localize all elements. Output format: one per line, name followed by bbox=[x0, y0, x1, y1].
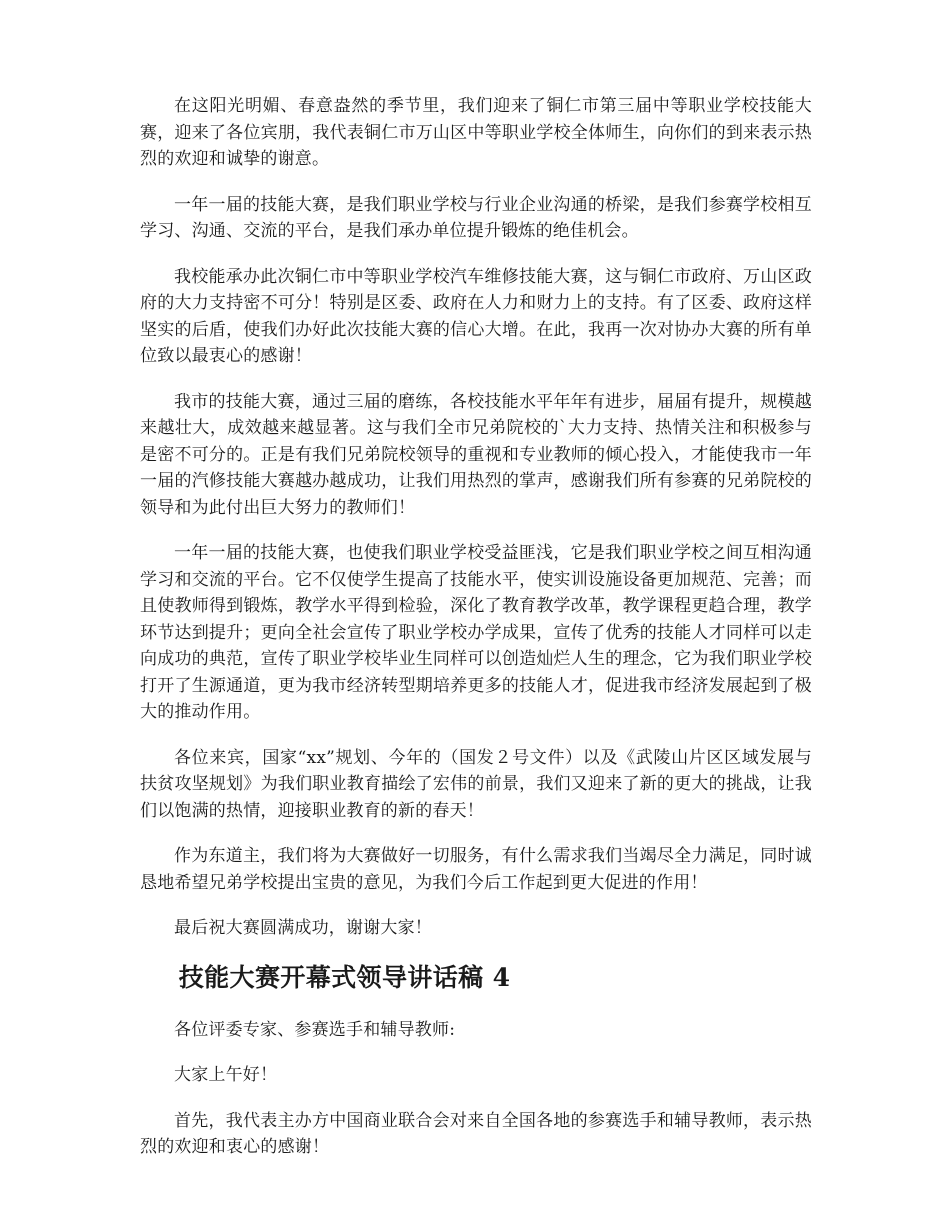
paragraph: 一年一届的技能大赛，也使我们职业学校受益匪浅，它是我们职业学校之间互相沟通学习和交流的平台。它不仅使学生提高了技能水平，使实训设施设备更加规范、完善；而且使教师得到锻炼，教学水平得到检验，深化了教育教学改革，教学课程更趋合理，教学环节达到提升；更向全社会宣传了职业学校办学成果，宣传了优秀的技能人才同样可以走向成功的典范，宣传了职业学校毕业生同样可以创造灿烂人生的理念，它为我们职业学校打开了生源通道，更为我市经济转型期培养更多的技能人才，促进我市经济发展起到了极大的推动作用。 bbox=[140, 543, 812, 722]
paragraph: 我校能承办此次铜仁市中等职业学校汽车维修技能大赛，这与铜仁市政府、万山区政府的大力支持密不可分！特别是区委、政府在人力和财力上的支持。有了区委、政府这样坚实的后盾，使我们办好此次技能大赛的信心大增。在此，我再一次对协办大赛的所有单位致以最衷心的感谢！ bbox=[140, 266, 812, 366]
paragraph: 首先，我代表主办方中国商业联合会对来自全国各地的参赛选手和辅导教师，表示热烈的欢迎和衷心的感谢！ bbox=[140, 1110, 812, 1157]
section-heading: 技能大赛开幕式领导讲话稿 4 bbox=[178, 962, 511, 992]
paragraph: 一年一届的技能大赛，是我们职业学校与行业企业沟通的桥梁，是我们参赛学校相互学习、沟通、交流的平台，是我们承办单位提升锻炼的绝佳机会。 bbox=[140, 194, 812, 241]
paragraph: 各位来宾，国家“xx”规划、今年的（国发２号文件）以及《武陵山片区区域发展与扶贫攻坚规划》为我们职业教育描绘了宏伟的前景，我们又迎来了新的更大的挑战，让我们以饱满的热情，迎接职业教育的新的春天！ bbox=[140, 747, 812, 821]
greeting: 大家上午好！ bbox=[174, 1065, 278, 1085]
document-page bbox=[140, 93, 812, 1180]
paragraph: 在这阳光明媚、春意盎然的季节里，我们迎来了铜仁市第三届中等职业学校技能大赛，迎来了各位宾朋，我代表铜仁市万山区中等职业学校全体师生，向你们的到来表示热烈的欢迎和诚挚的谢意。 bbox=[140, 96, 812, 169]
paragraph: 作为东道主，我们将为大赛做好一切服务，有什么需求我们当竭尽全力满足，同时诚恳地希望兄弟学校提出宝贵的意见，为我们今后工作起到更大促进的作用！ bbox=[140, 846, 812, 893]
salutation: 各位评委专家、参赛选手和辅导教师: bbox=[174, 1019, 456, 1040]
paragraph: 最后祝大赛圆满成功，谢谢大家！ bbox=[174, 918, 432, 938]
paragraph: 我市的技能大赛，通过三届的磨练，各校技能水平年年有进步，届届有提升，规模越来越壮大，成效越来越显著。这与我们全市兄弟院校的`大力支持、热情关注和积极参与是密不可分的。正是有我们兄弟院校领导的重视和专业教师的倾心投入，才能使我市一年一届的汽修技能大赛越办越成功，让我们用热烈的掌声，感谢我们所有参赛的兄弟院校的领导和为此付出巨大努力的教师们！ bbox=[140, 391, 812, 518]
